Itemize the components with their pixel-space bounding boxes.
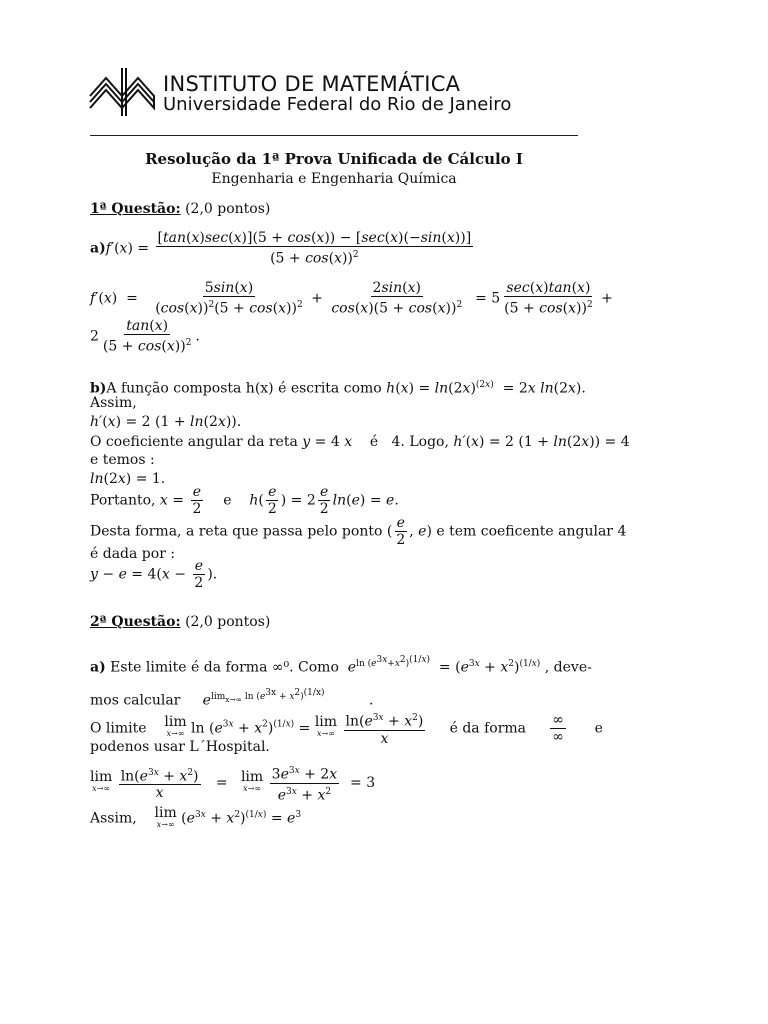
q1b-intro: b)A função composta h(x) é escrita como $h(x) = \ln(2x)^{(2x)} = 2x$ ln(2x). <box>90 380 586 397</box>
q1b-desta-forma: Desta forma, a reta que passa pelo ponto ( $\frac{e}{2}$ , e) e tem coeficente angular 4 <box>90 515 627 548</box>
q1b-coef: O coeficiente angular da reta y = 4 x é 4. Logo, h′(x) = 2 (1 + ln(2x)) = 4 <box>90 434 630 450</box>
q2a-intro: a) Este limite é da forma ∞⁰. Como $e^{ln (e^{3x}+x^2)^{(1/x)}} = (e^{3x} + x^2)^{(1/x)}$ , deve- <box>90 655 592 676</box>
q2-header <box>90 613 270 631</box>
q1-heading: 1ª Questão: <box>90 201 181 217</box>
q2a-o-limite: O limite lim x→∞ $\ln (e^{3x} + x^2)^{(1/x)}$ = lim x→∞ $\frac{\ln(e^{3x} + x^2)}{x}$ é da forma $\frac{\infty}{\infty}$ e <box>90 711 603 747</box>
university-name: Universidade Federal do Rio de Janeiro <box>163 94 512 115</box>
q1b-e-temos: e temos : <box>90 452 155 468</box>
q1-header <box>90 200 270 218</box>
institute-name: INSTITUTO DE MATEMÁTICA <box>163 72 461 96</box>
q2a-result: Assim, lim x→∞ $(e^{3x} + x^2)^{(1/x)} = e^3$ <box>90 804 302 829</box>
q1a-fraction: $\frac{[\tan(x)\sec(x)](5 + \cos(x)) - [\sec(x)(-\sin(x))]}{(5 + \cos(x))^2}$ <box>157 230 472 267</box>
q1b-hprime: h′(x) = 2 (1 + ln(2x)). <box>90 414 242 430</box>
q1a-expansion: f′(x) = $\frac{5\sin(x)}{(\cos(x))^2(5 + \cos(x))^2}$ + $\frac{2\sin(x)}{\cos(x)(5 + \cos(x))^2}$ = 5 $\frac{\sec(x)\tan(x)}{(5 + \cos(x))^2}$ + <box>90 280 613 317</box>
q1b-dada-por: é dada por : <box>90 546 176 562</box>
q1a-expansion-cont: 2 $\frac{\tan(x)}{(5 + \cos(x))^2}$ . <box>90 318 200 355</box>
header-divider <box>90 135 578 136</box>
doc-title: Resolução da 1ª Prova Unificada de Cálculo I <box>145 150 523 168</box>
q1a-label: a) <box>90 240 106 257</box>
q2-points: (2,0 pontos) <box>185 614 271 630</box>
q2a-lhospital: lim x→∞ $\frac{\ln(e^{3x} + x^2)}{x}$ = lim x→∞ $\frac{3e^{3x} + 2x}{e^{3x} + x^2}$ = 3 <box>90 763 375 803</box>
q1b-ln-eq: ln(2x) = 1. <box>90 471 166 487</box>
doc-subtitle: Engenharia e Engenharia Química <box>211 171 457 187</box>
institute-logo <box>88 66 158 118</box>
q2a-mos-calcular: mos calcular $e^{lim_{x\to\infty} ln (e^{3x} + x^2)^{(1/x)}}$ . <box>90 688 374 709</box>
q1b-line-eq: y − e = 4(x − $\frac{e}{2}$ ). <box>90 558 218 591</box>
q2-heading: 2ª Questão: <box>90 614 181 630</box>
q2a-podemos: podenos usar L´Hospital. <box>90 739 270 755</box>
q1-points: (2,0 pontos) <box>185 201 271 217</box>
q1a-derivative: a)f′(x) = $\frac{[\tan(x)\sec(x)](5 + \cos(x)) - [\sec(x)(-\sin(x))]}{(5 + \cos(x))^2}$ <box>90 230 472 267</box>
q1b-assim: Assim, <box>90 395 137 411</box>
q1b-portanto: Portanto, x = $\frac{e}{2}$ e h( $\frac{e}{2}$ ) = 2 $\frac{e}{2}$ ln(e) = e. <box>90 484 399 517</box>
